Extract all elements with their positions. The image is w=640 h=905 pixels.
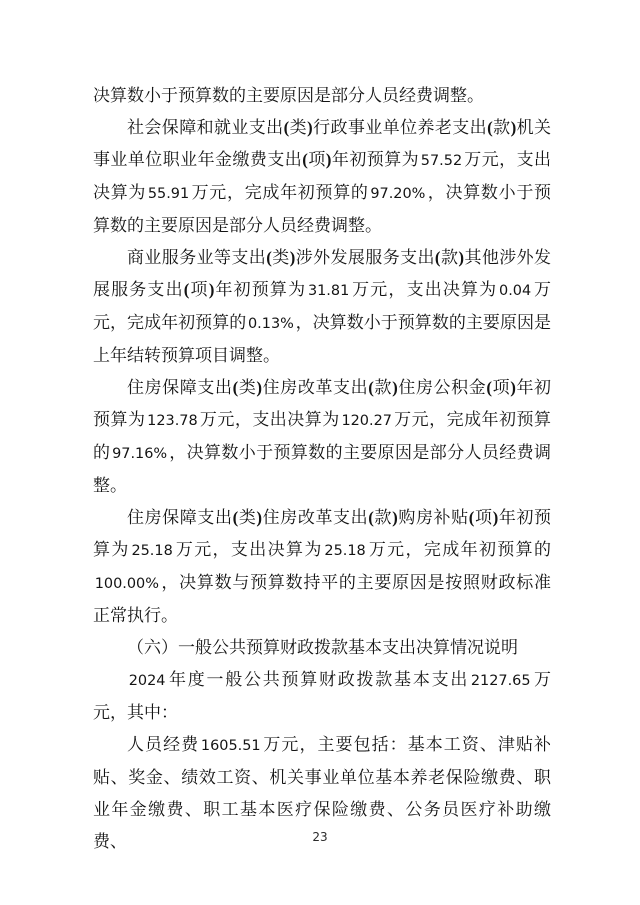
section-heading: （六）一般公共预算财政拨款基本支出决算情况说明: [127, 638, 518, 657]
body-paragraph-housing-subsidy: 住房保障支出(类)住房改革支出(款)购房补贴(项)年初预算为 25.18 万元，支出决算为 25.18 万元，完成年初预算的100.00% ，决算数与预算数持平的主要原因是按照财政标准正常执行。: [93, 508, 552, 625]
body-paragraph-social-security: 社会保障和就业支出(类)行政事业单位养老支出(款)机关事业单位职业年金缴费支出(项)年初预算为 57.52 万元，支出决算为 55.91 万元，完成年初预算的 97.20% ，决算数小于预算数的主要原因是部分人员经费调整。: [93, 118, 552, 235]
body-paragraph-personnel-expenses: 人员经费 1605.51 万元，主要包括：基本工资、津贴补贴、奖金、绩效工资、机关事业单位基本养老保险缴费、职业年金缴费、职工基本医疗保险缴费、公务员医疗补助缴费、: [93, 735, 551, 851]
body-paragraph-housing-fund: 住房保障支出(类)住房改革支出(款)住房公积金(项)年初预算为 123.78 万元，支出决算为 120.27 万元，完成年初预算的 97.16% ，决算数小于预算数的主要原因是部分人员经费调整。: [93, 378, 552, 495]
body-paragraph-basic-expenditure-total: 2024 年度一般公共预算财政拨款基本支出 2127.65 万元，其中：: [93, 670, 552, 722]
page-text-block: [93, 80, 551, 858]
body-paragraph-commerce-services: 商业服务业等支出(类)涉外发展服务支出(款)其他涉外发展服务支出(项)年初预算为 31.81 万元，支出决算为 0.04 万元，完成年初预算的 0.13% ，决算数小于预算数的主要原因是上年结转预算项目调整。: [93, 248, 552, 365]
page-number: 23: [312, 830, 328, 844]
continuation-paragraph: 决算数小于预算数的主要原因是部分人员经费调整。: [93, 86, 484, 105]
